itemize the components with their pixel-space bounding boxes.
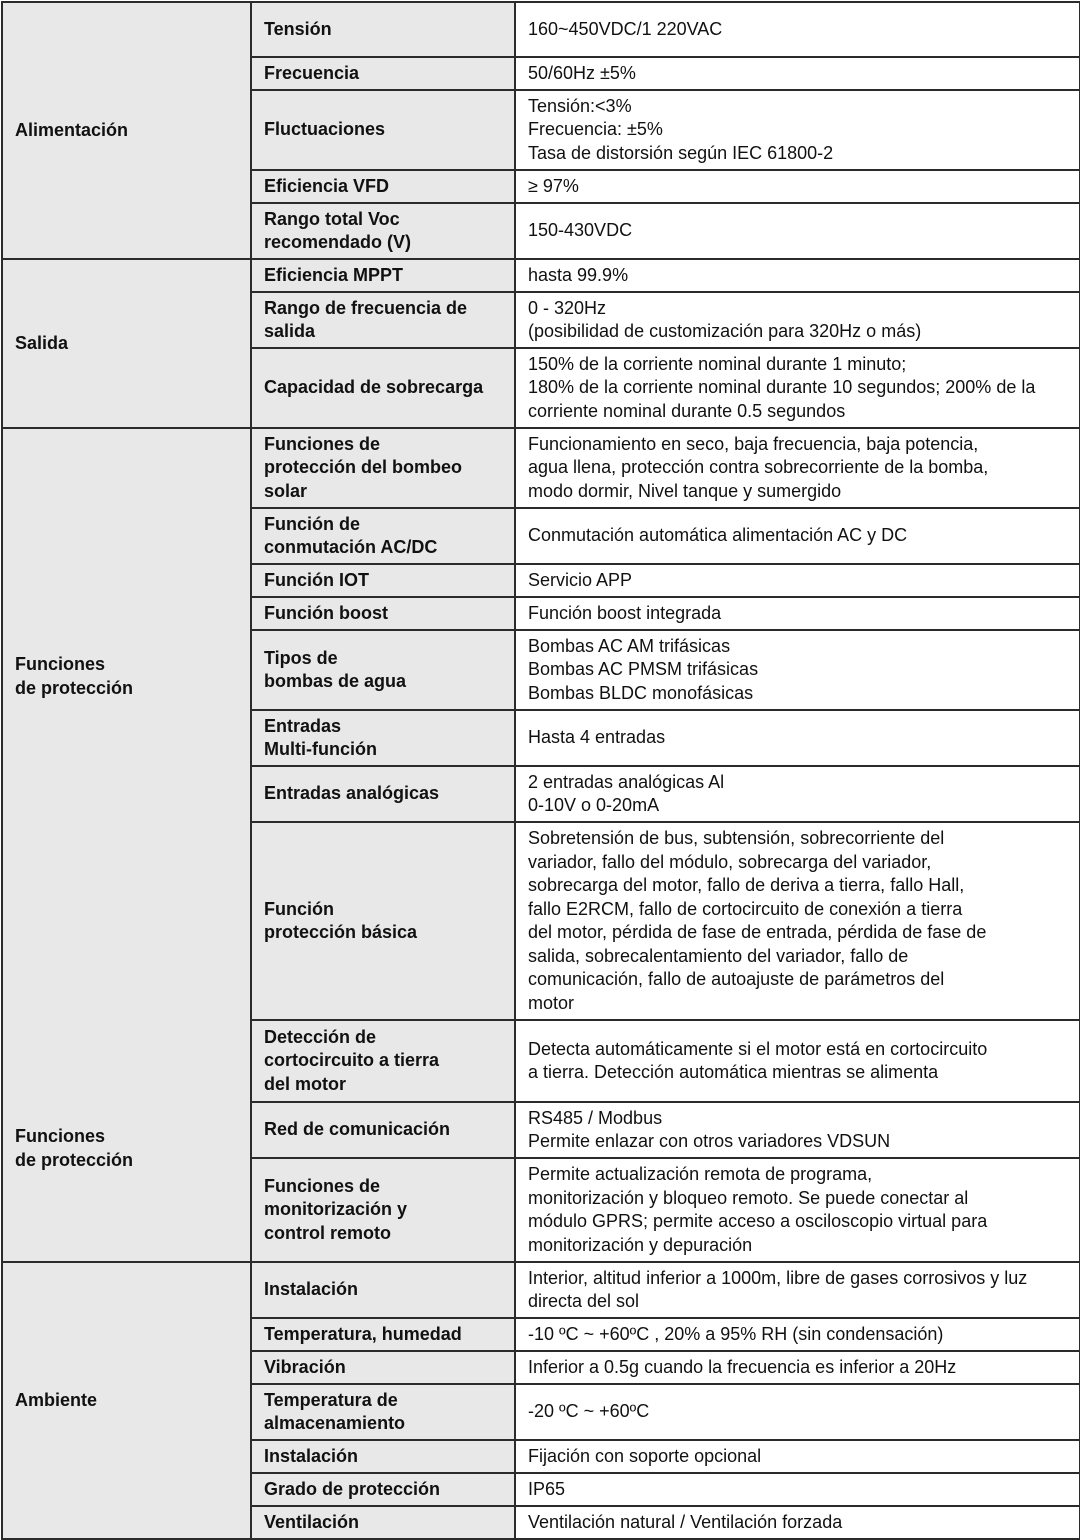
- value-line: Función boost integrada: [528, 602, 722, 623]
- param-name: [251, 630, 515, 710]
- group-label-line: Funciones: [15, 654, 106, 674]
- param-value: [515, 1158, 1080, 1262]
- param-line: recomendado (V): [264, 232, 412, 252]
- param-value: [515, 508, 1080, 564]
- value-line: monitorización y depuración: [528, 1234, 753, 1255]
- value-line: Bombas AC AM trifásicas: [528, 635, 731, 656]
- param-line: Frecuencia: [264, 62, 360, 83]
- value-line: 160~450VDC/1 220VAC: [528, 18, 723, 39]
- value-line: (posibilidad de customización para 320Hz o más): [528, 321, 922, 341]
- value-line: 150% de la corriente nominal durante 1 minuto;: [528, 353, 907, 374]
- param-name: [251, 259, 515, 292]
- param-value: [515, 1473, 1080, 1506]
- value-line: monitorización y bloqueo remoto. Se puede conectar al: [528, 1187, 969, 1208]
- param-name: [251, 1351, 515, 1384]
- group-funciones-proteccion: [2, 428, 251, 1262]
- value-line: Tensión:<3%: [528, 95, 632, 116]
- spec-row: [2, 2, 1080, 57]
- param-line: protección básica: [264, 922, 418, 942]
- param-value: [515, 203, 1080, 259]
- value-line: hasta 99.9%: [528, 264, 629, 285]
- value-line: -10 ºC ~ +60ºC , 20% a 95% RH (sin condensación): [528, 1323, 944, 1344]
- param-name: [251, 508, 515, 564]
- value-line: modo dormir, Nivel tanque y sumergido: [528, 480, 842, 501]
- param-line: Temperatura de: [264, 1389, 398, 1410]
- param-name: [251, 292, 515, 348]
- param-value: [515, 90, 1080, 170]
- value-line: Hasta 4 entradas: [528, 727, 666, 748]
- spec-table: [1, 1, 1080, 1540]
- group-label: Ambiente: [15, 1389, 98, 1410]
- param-line: Vibración: [264, 1356, 346, 1377]
- param-line: Instalación: [264, 1279, 359, 1300]
- param-line: Detección de: [264, 1026, 377, 1047]
- param-value: [515, 1384, 1080, 1440]
- param-value: [515, 1262, 1080, 1318]
- param-line: Fluctuaciones: [264, 119, 386, 140]
- param-name: [251, 203, 515, 259]
- param-line: Rango de frecuencia de: [264, 297, 468, 318]
- value-line: Tasa de distorsión según IEC 61800-2: [528, 142, 834, 163]
- group-label-line: Funciones: [15, 1126, 106, 1146]
- spec-row: [2, 259, 1080, 292]
- param-name: [251, 1384, 515, 1440]
- value-line: 0 - 320Hz: [528, 297, 607, 318]
- param-value: [515, 1351, 1080, 1384]
- value-line: Permite actualización remota de programa,: [528, 1164, 873, 1184]
- param-line: Tensión: [264, 18, 332, 39]
- param-name: [251, 1440, 515, 1473]
- param-name: [251, 428, 515, 508]
- param-name: [251, 57, 515, 90]
- value-line: variador, fallo del módulo, sobrecarga del variador,: [528, 851, 932, 872]
- value-line: directa del sol: [528, 1291, 640, 1311]
- value-line: Bombas BLDC monofásicas: [528, 682, 754, 703]
- param-name: [251, 348, 515, 428]
- param-line: Entradas analógicas: [264, 783, 440, 804]
- param-line: del motor: [264, 1073, 347, 1094]
- param-name: [251, 1020, 515, 1102]
- param-value: [515, 57, 1080, 90]
- param-line: Grado de protección: [264, 1478, 441, 1499]
- param-line: Instalación: [264, 1445, 359, 1466]
- group-ambiente: [2, 1262, 251, 1539]
- param-value: [515, 292, 1080, 348]
- param-value: [515, 766, 1080, 822]
- value-line: Permite enlazar con otros variadores VDSUN: [528, 1131, 891, 1151]
- param-value: [515, 428, 1080, 508]
- param-value: [515, 259, 1080, 292]
- param-line: Eficiencia VFD: [264, 175, 390, 196]
- param-line: Multi-función: [264, 739, 377, 759]
- group-salida: [2, 259, 251, 428]
- param-line: cortocircuito a tierra: [264, 1050, 440, 1071]
- param-name: [251, 1262, 515, 1318]
- param-line: Temperatura, humedad: [264, 1323, 462, 1344]
- param-line: Red de comunicación: [264, 1119, 451, 1140]
- param-name: [251, 1318, 515, 1351]
- param-line: salida: [264, 321, 316, 341]
- value-line: ≥ 97%: [528, 175, 579, 196]
- param-value: [515, 564, 1080, 597]
- param-line: Capacidad de sobrecarga: [264, 377, 484, 398]
- value-line: 2 entradas analógicas Al: [528, 771, 725, 792]
- group-label: Salida: [15, 332, 69, 353]
- param-line: Tipos de: [264, 647, 338, 668]
- param-value: [515, 170, 1080, 203]
- param-line: control remoto: [264, 1222, 392, 1243]
- param-value: [515, 1506, 1080, 1539]
- group-label-line: de protección: [15, 677, 134, 698]
- value-line: agua llena, protección contra sobrecorriente de la bomba,: [528, 457, 989, 478]
- param-line: Función IOT: [264, 569, 369, 590]
- param-name: [251, 564, 515, 597]
- group-label: Alimentación: [15, 119, 129, 140]
- value-line: Frecuencia: ±5%: [528, 119, 663, 140]
- param-name: [251, 822, 515, 1020]
- param-line: Ventilación: [264, 1511, 360, 1532]
- value-line: 150-430VDC: [528, 220, 633, 241]
- value-line: Sobretensión de bus, subtensión, sobrecorriente del: [528, 828, 945, 848]
- value-line: Ventilación natural / Ventilación forzada: [528, 1511, 843, 1532]
- group-alimentacion: [2, 2, 251, 259]
- value-line: 50/60Hz ±5%: [528, 62, 636, 83]
- value-line: 0-10V o 0-20mA: [528, 795, 660, 815]
- value-line: IP65: [528, 1478, 566, 1499]
- param-line: Funciones de: [264, 1175, 381, 1196]
- value-line: Fijación con soporte opcional: [528, 1445, 762, 1466]
- param-line: Eficiencia MPPT: [264, 264, 404, 285]
- value-line: Inferior a 0.5g cuando la frecuencia es inferior a 20Hz: [528, 1356, 957, 1377]
- value-line: Servicio APP: [528, 569, 633, 590]
- value-line: comunicación, fallo de autoajuste de parámetros del: [528, 969, 945, 989]
- param-name: [251, 597, 515, 630]
- param-line: Funciones de: [264, 433, 381, 454]
- value-line: salida, sobrecalentamiento del variador, fallo de: [528, 945, 909, 966]
- spec-row: [2, 1262, 1080, 1318]
- value-line: -20 ºC ~ +60ºC: [528, 1401, 650, 1422]
- param-value: [515, 822, 1080, 1020]
- param-value: [515, 1440, 1080, 1473]
- param-line: bombas de agua: [264, 671, 407, 691]
- spec-row: [2, 428, 1080, 508]
- param-value: [515, 1020, 1080, 1102]
- param-name: [251, 170, 515, 203]
- param-value: [515, 630, 1080, 710]
- value-line: fallo E2RCM, fallo de cortocircuito de conexión a tierra: [528, 898, 963, 919]
- param-value: [515, 597, 1080, 630]
- value-line: del motor, pérdida de fase de entrada, pérdida de fase de: [528, 922, 987, 942]
- value-line: Funcionamiento en seco, baja frecuencia, baja potencia,: [528, 433, 979, 454]
- value-line: Conmutación automática alimentación AC y DC: [528, 525, 908, 546]
- value-line: motor: [528, 992, 575, 1013]
- param-name: [251, 1506, 515, 1539]
- param-name: [251, 90, 515, 170]
- param-line: Función: [264, 898, 334, 919]
- param-line: Función de: [264, 513, 360, 534]
- group-label-line: de protección: [15, 1149, 134, 1170]
- param-line: almacenamiento: [264, 1413, 406, 1433]
- param-line: monitorización y: [264, 1199, 408, 1220]
- param-name: [251, 766, 515, 822]
- param-value: [515, 1318, 1080, 1351]
- param-name: [251, 1473, 515, 1506]
- param-line: Función boost: [264, 602, 388, 623]
- value-line: 180% de la corriente nominal durante 10 segundos; 200% de la: [528, 377, 1036, 398]
- param-value: [515, 2, 1080, 57]
- param-value: [515, 1102, 1080, 1158]
- value-line: Detecta automáticamente si el motor está en cortocircuito: [528, 1038, 988, 1059]
- param-name: [251, 1102, 515, 1158]
- value-line: a tierra. Detección automática mientras se alimenta: [528, 1062, 939, 1082]
- value-line: Bombas AC PMSM trifásicas: [528, 659, 759, 680]
- value-line: RS485 / Modbus: [528, 1107, 663, 1128]
- value-line: Interior, altitud inferior a 1000m, libre de gases corrosivos y luz: [528, 1267, 1028, 1288]
- param-name: [251, 710, 515, 766]
- value-line: corriente nominal durante 0.5 segundos: [528, 400, 846, 421]
- value-line: sobrecarga del motor, fallo de deriva a tierra, fallo Hall,: [528, 875, 965, 895]
- param-value: [515, 348, 1080, 428]
- param-line: conmutación AC/DC: [264, 537, 438, 557]
- param-line: Rango total Voc: [264, 208, 400, 229]
- param-name: [251, 1158, 515, 1262]
- param-name: [251, 2, 515, 57]
- value-line: módulo GPRS; permite acceso a osciloscopio virtual para: [528, 1211, 988, 1231]
- param-value: [515, 710, 1080, 766]
- param-line: solar: [264, 480, 308, 501]
- param-line: protección del bombeo: [264, 457, 463, 478]
- param-line: Entradas: [264, 715, 342, 736]
